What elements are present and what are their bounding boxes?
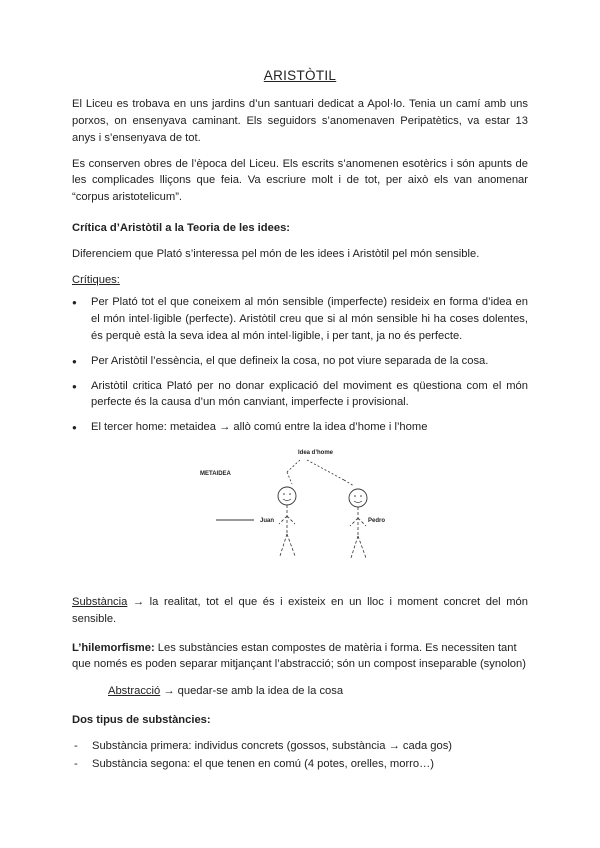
intro-paragraph-2: Es conserven obres de l’època del Liceu. Els escrits s’anomenen esotèrics i són apunts de les complicades lliçons que feia. Va escriure molt i de tot, per això els van anomenar “corpus aristotelicum”. — [72, 157, 528, 204]
pedro-label: Pedro — [368, 518, 386, 524]
third-man-diagram — [72, 444, 528, 584]
critique-item: ● Aristòtil critica Plató per no donar explicació del moviment es qüestiona com el món perfecte és la causa d’un món canviant, imperfecte i provisional. — [72, 378, 528, 412]
tipus-heading: Dos tipus de substàncies: — [72, 713, 211, 726]
critique-item: ● Per Aristòtil l’essència, el que defineix la cosa, no pot viure separada de la cosa. — [72, 353, 528, 370]
metaidea-label: METAIDEA — [200, 471, 231, 477]
substancia-paragraph — [72, 594, 528, 628]
hilemorfisme-term: L’hilemorfisme: — [72, 641, 155, 654]
substancia-text: → la realitat, tot el que és i existeix en un lloc i moment concret del món sensible. — [72, 596, 528, 625]
critica-text: Diferenciem que Plató s’interessa pel món de les idees i Aristòtil pel món sensible. — [72, 247, 480, 260]
critique-item: ● El tercer home: metaidea → allò comú entre la idea d’home i l’home — [72, 419, 528, 436]
abstraccio-line — [72, 683, 528, 700]
critica-heading: Crítica d’Aristòtil a la Teoria de les idees: — [72, 222, 291, 235]
tipus-item: - Substància primera: individus concrets (gossos, substància → cada gos) — [72, 738, 528, 755]
juan-head — [278, 487, 296, 505]
intro-paragraph-1: El Liceu es trobava en uns jardins d’un santuari dedicat a Apol·lo. Tenia un camí amb uns porxos, on ensenyava caminant. Els seguidors s’anomenaven Peripatètics, va estar 13 anys i s’ensenyava de tot. — [72, 98, 528, 144]
tipus-item: - Substància segona: el que tenen en comú (4 potes, orelles, morro…) — [72, 756, 528, 773]
critique-item: ● Per Plató tot el que coneixem al món sensible (imperfecte) resideix en forma d’idea en el món intel·ligible (perfecte). Aristòtil creu que si al món sensible hi ha coses dolentes, és perquè està la seva idea al món intel·ligible, i per tant, ja no és perfecte. — [72, 294, 528, 344]
tipus-list — [72, 738, 528, 773]
abstraccio-text: → quedar-se amb la idea de la cosa — [160, 685, 344, 698]
substancia-term: Substància — [72, 596, 128, 608]
hilemorfisme-paragraph — [72, 640, 528, 674]
page-title: ARISTÒTIL — [263, 68, 337, 83]
pedro-head — [349, 489, 367, 507]
critiques-subheading: Crítiques: — [72, 273, 120, 286]
juan-label: Juan — [260, 518, 275, 524]
abstraccio-term: Abstracció — [108, 685, 161, 698]
document-page — [72, 66, 528, 773]
idea-label: Idea d’home — [298, 450, 334, 456]
diagram-drawing — [72, 444, 528, 584]
critiques-list — [72, 294, 528, 436]
hilemorfisme-text: Les substàncies estan compostes de matèria i forma. Es necessiten tant que només es poden separar mitjançant l’abstracció; són un compost inseparable (synolon) — [72, 641, 526, 671]
